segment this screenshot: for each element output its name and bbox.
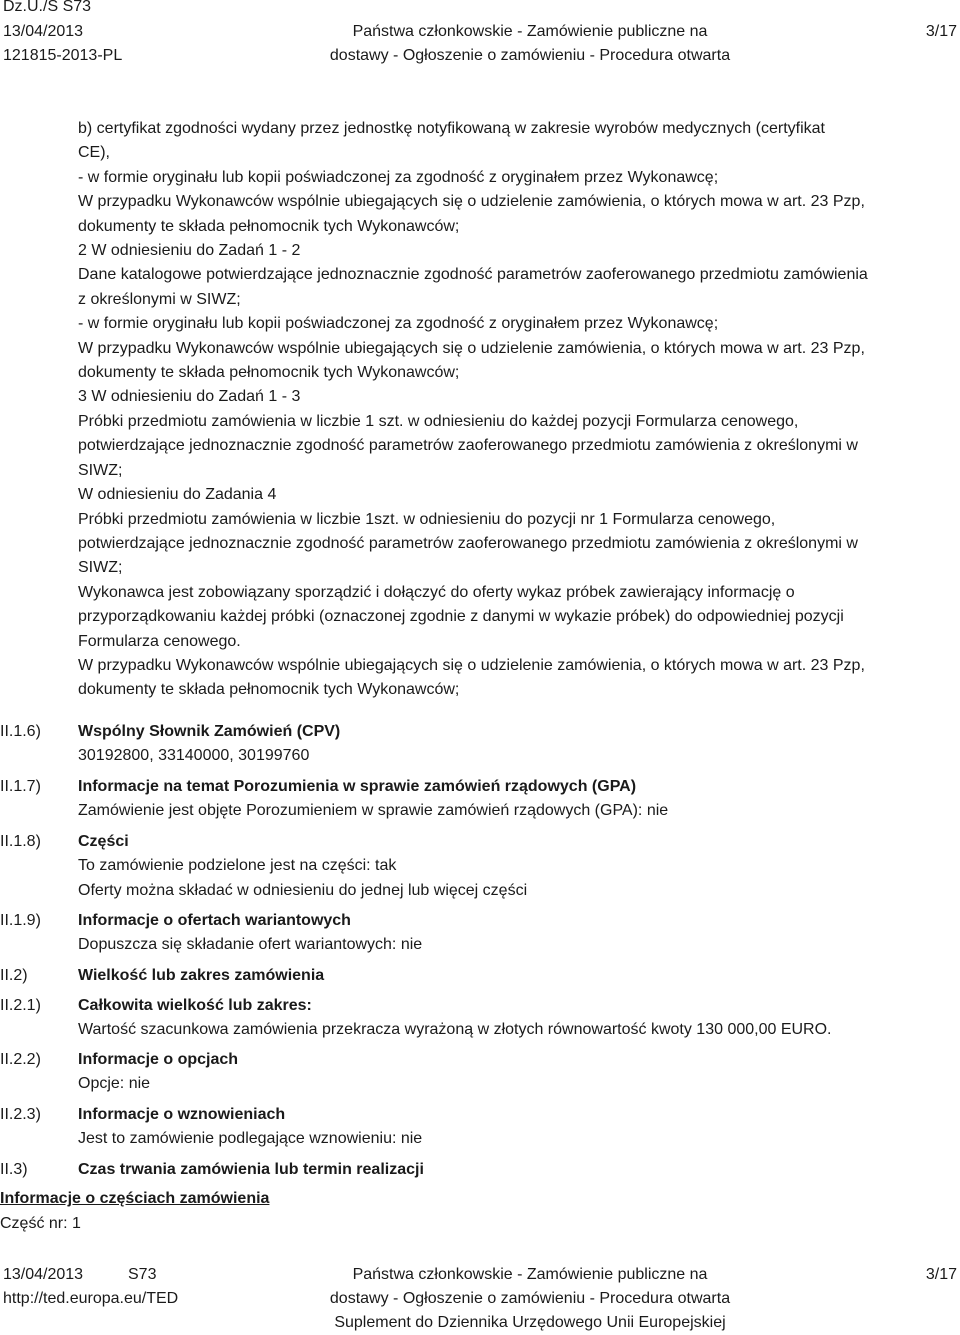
header-title-line2: dostawy - Ogłoszenie o zamówieniu - Procedura otwarta: [329, 47, 731, 64]
section: [0, 909, 960, 958]
section-text: Opcje: nie: [78, 1075, 151, 1093]
text-line: SIWZ;: [78, 559, 123, 577]
section-number: II.2.2): [0, 1051, 41, 1068]
section-title: Całkowita wielkość lub zakres:: [78, 997, 312, 1014]
conditions-text: [78, 117, 958, 703]
text-line: CE),: [78, 144, 110, 162]
section-title: Wspólny Słownik Zamówień (CPV): [78, 723, 341, 740]
text-line: - w formie oryginału lub kopii poświadczonej za zgodność z oryginałem przez Wykonawcę;: [78, 315, 719, 333]
section-text: Jest to zamówienie podlegające wznowieniu: nie: [78, 1130, 423, 1148]
text-line: potwierdzające jednoznacznie zgodność parametrów zaoferowanego przedmiotu zamówienia z określonymi w: [78, 437, 858, 455]
section: [0, 830, 960, 903]
header-date: 13/04/2013: [3, 23, 84, 40]
section-text: Oferty można składać w odniesieniu do jednej lub więcej części: [78, 881, 528, 899]
section: [0, 964, 960, 988]
footer-page-number: 3/17: [925, 1266, 957, 1283]
section-number: II.1.9): [0, 912, 41, 929]
section-number: II.1.7): [0, 778, 41, 795]
text-line: 3 W odniesieniu do Zadań 1 - 3: [78, 388, 301, 406]
text-line: 2 W odniesieniu do Zadań 1 - 2: [78, 242, 301, 260]
text-line: Dane katalogowe potwierdzające jednoznacznie zgodność parametrów zaoferowanego przedmiotu zamówienia: [78, 266, 868, 284]
section-title: Części: [78, 833, 129, 850]
footer-url-link[interactable]: http://ted.europa.eu/TED: [3, 1290, 179, 1307]
section-title: Wielkość lub zakres zamówienia: [78, 967, 325, 984]
section-title: Informacje o wznowieniach: [78, 1106, 286, 1123]
text-line: dokumenty te składa pełnomocnik tych Wykonawców;: [78, 217, 460, 235]
section-number: II.2.1): [0, 997, 41, 1014]
text-line: W odniesieniu do Zadania 4: [78, 486, 277, 504]
text-line: z określonymi w SIWZ;: [78, 290, 241, 308]
header-title-line1: Państwa członkowskie - Zamówienie publiczne na: [352, 23, 708, 40]
text-line: Próbki przedmiotu zamówienia w liczbie 1szt. w odniesieniu do pozycji nr 1 Formularza cenowego,: [78, 510, 776, 528]
text-line: SIWZ;: [78, 461, 123, 479]
section-number: II.2.3): [0, 1106, 41, 1123]
section-number: II.1.6): [0, 723, 41, 740]
text-line: W przypadku Wykonawców wspólnie ubiegających się o udzielenie zamówienia, o których mowa w art. 23 Pzp,: [78, 656, 865, 674]
text-line: potwierdzające jednoznacznie zgodność parametrów zaoferowanego przedmiotu zamówienia z określonymi w: [78, 534, 858, 552]
section-text: 30192800, 33140000, 30199760: [78, 747, 310, 765]
section-title: Informacje o opcjach: [78, 1051, 239, 1068]
section-text: Zamówienie jest objęte Porozumieniem w sprawie zamówień rządowych (GPA): nie: [78, 802, 669, 820]
footer-title-line2: dostawy - Ogłoszenie o zamówieniu - Procedura otwarta: [329, 1290, 731, 1307]
text-line: W przypadku Wykonawców wspólnie ubiegających się o udzielenie zamówienia, o których mowa w art. 23 Pzp,: [78, 339, 865, 357]
text-line: przyporządkowaniu każdej próbki (oznaczonej zgodnie z danymi w wykazie próbek) do odpowiedniej pozycji: [78, 608, 844, 626]
text-line: b) certyfikat zgodności wydany przez jednostkę notyfikowaną w zakresie wyrobów medycznych (certyfikat: [78, 120, 825, 137]
text-line: Wykonawca jest zobowiązany sporządzić i dołączyć do oferty wykaz próbek zawierający informację o: [78, 583, 795, 601]
footer-title-line1: Państwa członkowskie - Zamówienie publiczne na: [352, 1266, 708, 1283]
section: [0, 775, 960, 824]
text-line: - w formie oryginału lub kopii poświadczonej za zgodność z oryginałem przez Wykonawcę;: [78, 168, 719, 186]
section-number: II.3): [0, 1161, 28, 1178]
section-number: II.1.8): [0, 833, 41, 850]
section: [0, 720, 960, 769]
parts-info-heading: Informacje o częściach zamówienia: [0, 1190, 270, 1207]
section-text: Wartość szacunkowa zamówienia przekracza wyrażoną w złotych równowartość kwoty 130 000,00 EURO.: [78, 1021, 832, 1039]
text-line: dokumenty te składa pełnomocnik tych Wykonawców;: [78, 681, 460, 699]
section-text: Dopuszcza się składanie ofert wariantowych: nie: [78, 936, 423, 954]
section-title: Czas trwania zamówienia lub termin realizacji: [78, 1161, 424, 1178]
section-title: Informacje na temat Porozumienia w sprawie zamówień rządowych (GPA): [78, 778, 637, 795]
section-number: II.2): [0, 967, 28, 984]
notice-id: 121815-2013-PL: [3, 47, 123, 64]
section-title: Informacje o ofertach wariantowych: [78, 912, 351, 929]
text-line: Formularza cenowego.: [78, 632, 241, 650]
section: [0, 1048, 960, 1097]
text-line: dokumenty te składa pełnomocnik tych Wykonawców;: [78, 364, 460, 382]
section-text: To zamówienie podzielone jest na części: tak: [78, 857, 397, 875]
section: [0, 1103, 960, 1152]
footer-series: S73: [128, 1266, 157, 1283]
text-line: W przypadku Wykonawców wspólnie ubiegających się o udzielenie zamówienia, o których mowa w art. 23 Pzp,: [78, 193, 865, 211]
footer-date: 13/04/2013: [3, 1266, 84, 1283]
part-number: Część nr: 1: [0, 1215, 81, 1232]
footer-title-line3: Suplement do Dziennika Urzędowego Unii Europejskiej: [334, 1314, 726, 1331]
header-page-number: 3/17: [925, 23, 957, 40]
section: [0, 1158, 960, 1182]
section: [0, 994, 960, 1043]
text-line: Próbki przedmiotu zamówienia w liczbie 1 szt. w odniesieniu do każdej pozycji Formularza cenowego,: [78, 412, 799, 430]
doc-reference: Dz.U./S S73: [3, 0, 92, 15]
